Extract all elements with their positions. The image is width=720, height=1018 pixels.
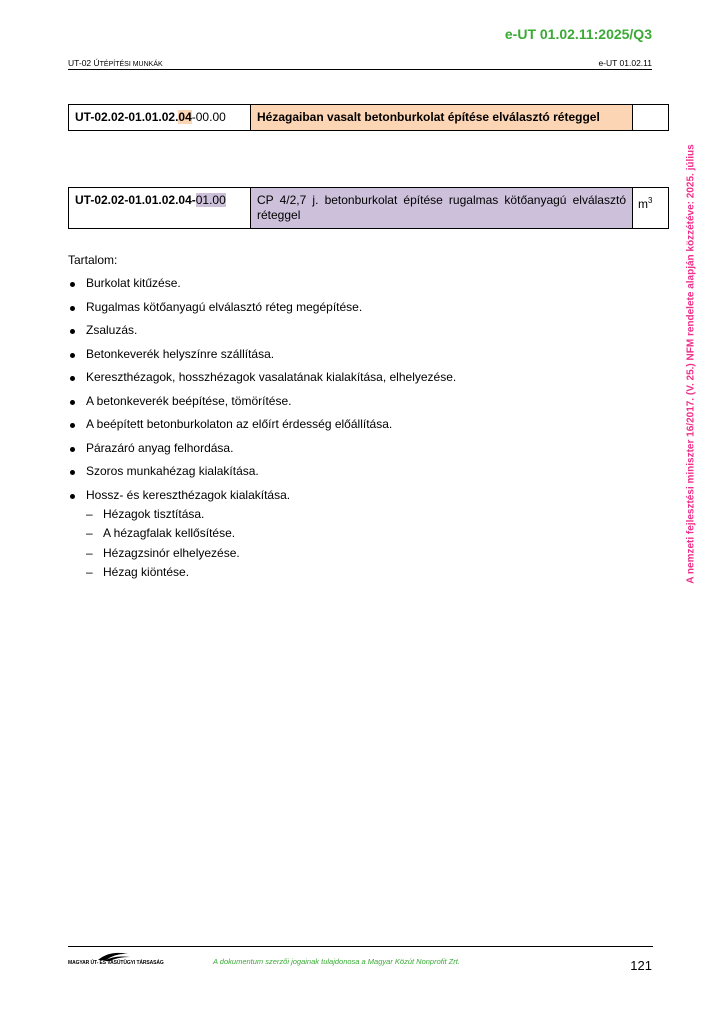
item-code: UT-02.02-01.01.02.04-01.00 — [69, 188, 251, 229]
list-item: Burkolat kitűzése. — [68, 276, 658, 300]
list-item: Zsaluzás. — [68, 323, 658, 347]
list-item: Párazáró anyag felhordása. — [68, 441, 658, 465]
table-row — [69, 105, 669, 131]
side-publication-note: A nemzeti fejlesztési miniszter 16/2017. (V. 25.) NFM rendelete alapján közzétéve: 2025. július — [685, 144, 697, 584]
code-highlight: 04 — [178, 110, 192, 124]
item-unit — [633, 105, 669, 131]
content-section — [68, 253, 658, 585]
item-code: UT-02.02-01.01.02.04-00.00 — [69, 105, 251, 131]
content-list — [68, 276, 658, 585]
list-item: Kereszthézagok, hosszhézagok vasalatának kialakítása, elhelyezése. — [68, 370, 658, 394]
item-description: Hézagaiban vasalt betonburkolat építése elválasztó réteggel — [251, 105, 633, 131]
content-heading: Tartalom: — [68, 253, 118, 267]
society-logo-text: MAGYAR ÚT- ÉS VASÚTÜGYI TÁRSASÁG — [68, 960, 164, 966]
item-description: CP 4/2,7 j. betonburkolat építése rugalmas kötőanyagú elválasztó réteggel — [251, 188, 633, 229]
item-unit: $m^3$ — [633, 188, 669, 229]
document-code: e-UT 01.02.11:2025/Q3 — [504, 26, 652, 42]
list-item: A betonkeverék beépítése, tömörítése. — [68, 394, 658, 418]
footer-divider — [68, 946, 653, 947]
copyright-notice: A dokumentum szerzői jogainak tulajdonosa a Magyar Közút Nonprofit Zrt. — [213, 957, 460, 966]
running-header — [68, 58, 652, 70]
header-doc-ref: e-UT 01.02.11 — [598, 58, 652, 68]
list-item: Hossz- és kereszthézagok kialakítása. – Hézagok tisztítása. – A hézagfalak kellősítése. – Hézagzsinór elhelyezése. – Hézag kiöntése. — [68, 488, 658, 585]
table-row — [69, 188, 669, 229]
list-item: Szoros munkahézag kialakítása. — [68, 464, 658, 488]
item-table-main — [68, 104, 669, 131]
page-number: 121 — [630, 958, 652, 973]
list-item: A beépített betonburkolaton az előírt érdesség előállítása. — [68, 417, 658, 441]
sub-list-item: – Hézagzsinór elhelyezése. — [86, 545, 240, 560]
list-item: Betonkeverék helyszínre szállítása. — [68, 347, 658, 371]
header-section-title: UT-02 ÚTÉPÍTÉSI MUNKÁK — [68, 58, 163, 68]
item-table-sub — [68, 187, 669, 229]
sub-list-item: – A hézagfalak kellősítése. — [86, 526, 236, 540]
sub-list-item: – Hézagok tisztítása. — [86, 506, 205, 521]
sub-list — [86, 507, 658, 585]
code-highlight: 01.00 — [195, 193, 226, 207]
list-item: Rugalmas kötőanyagú elválasztó réteg megépítése. — [68, 300, 658, 324]
sub-list-item: – Hézag kiöntése. — [86, 565, 190, 579]
